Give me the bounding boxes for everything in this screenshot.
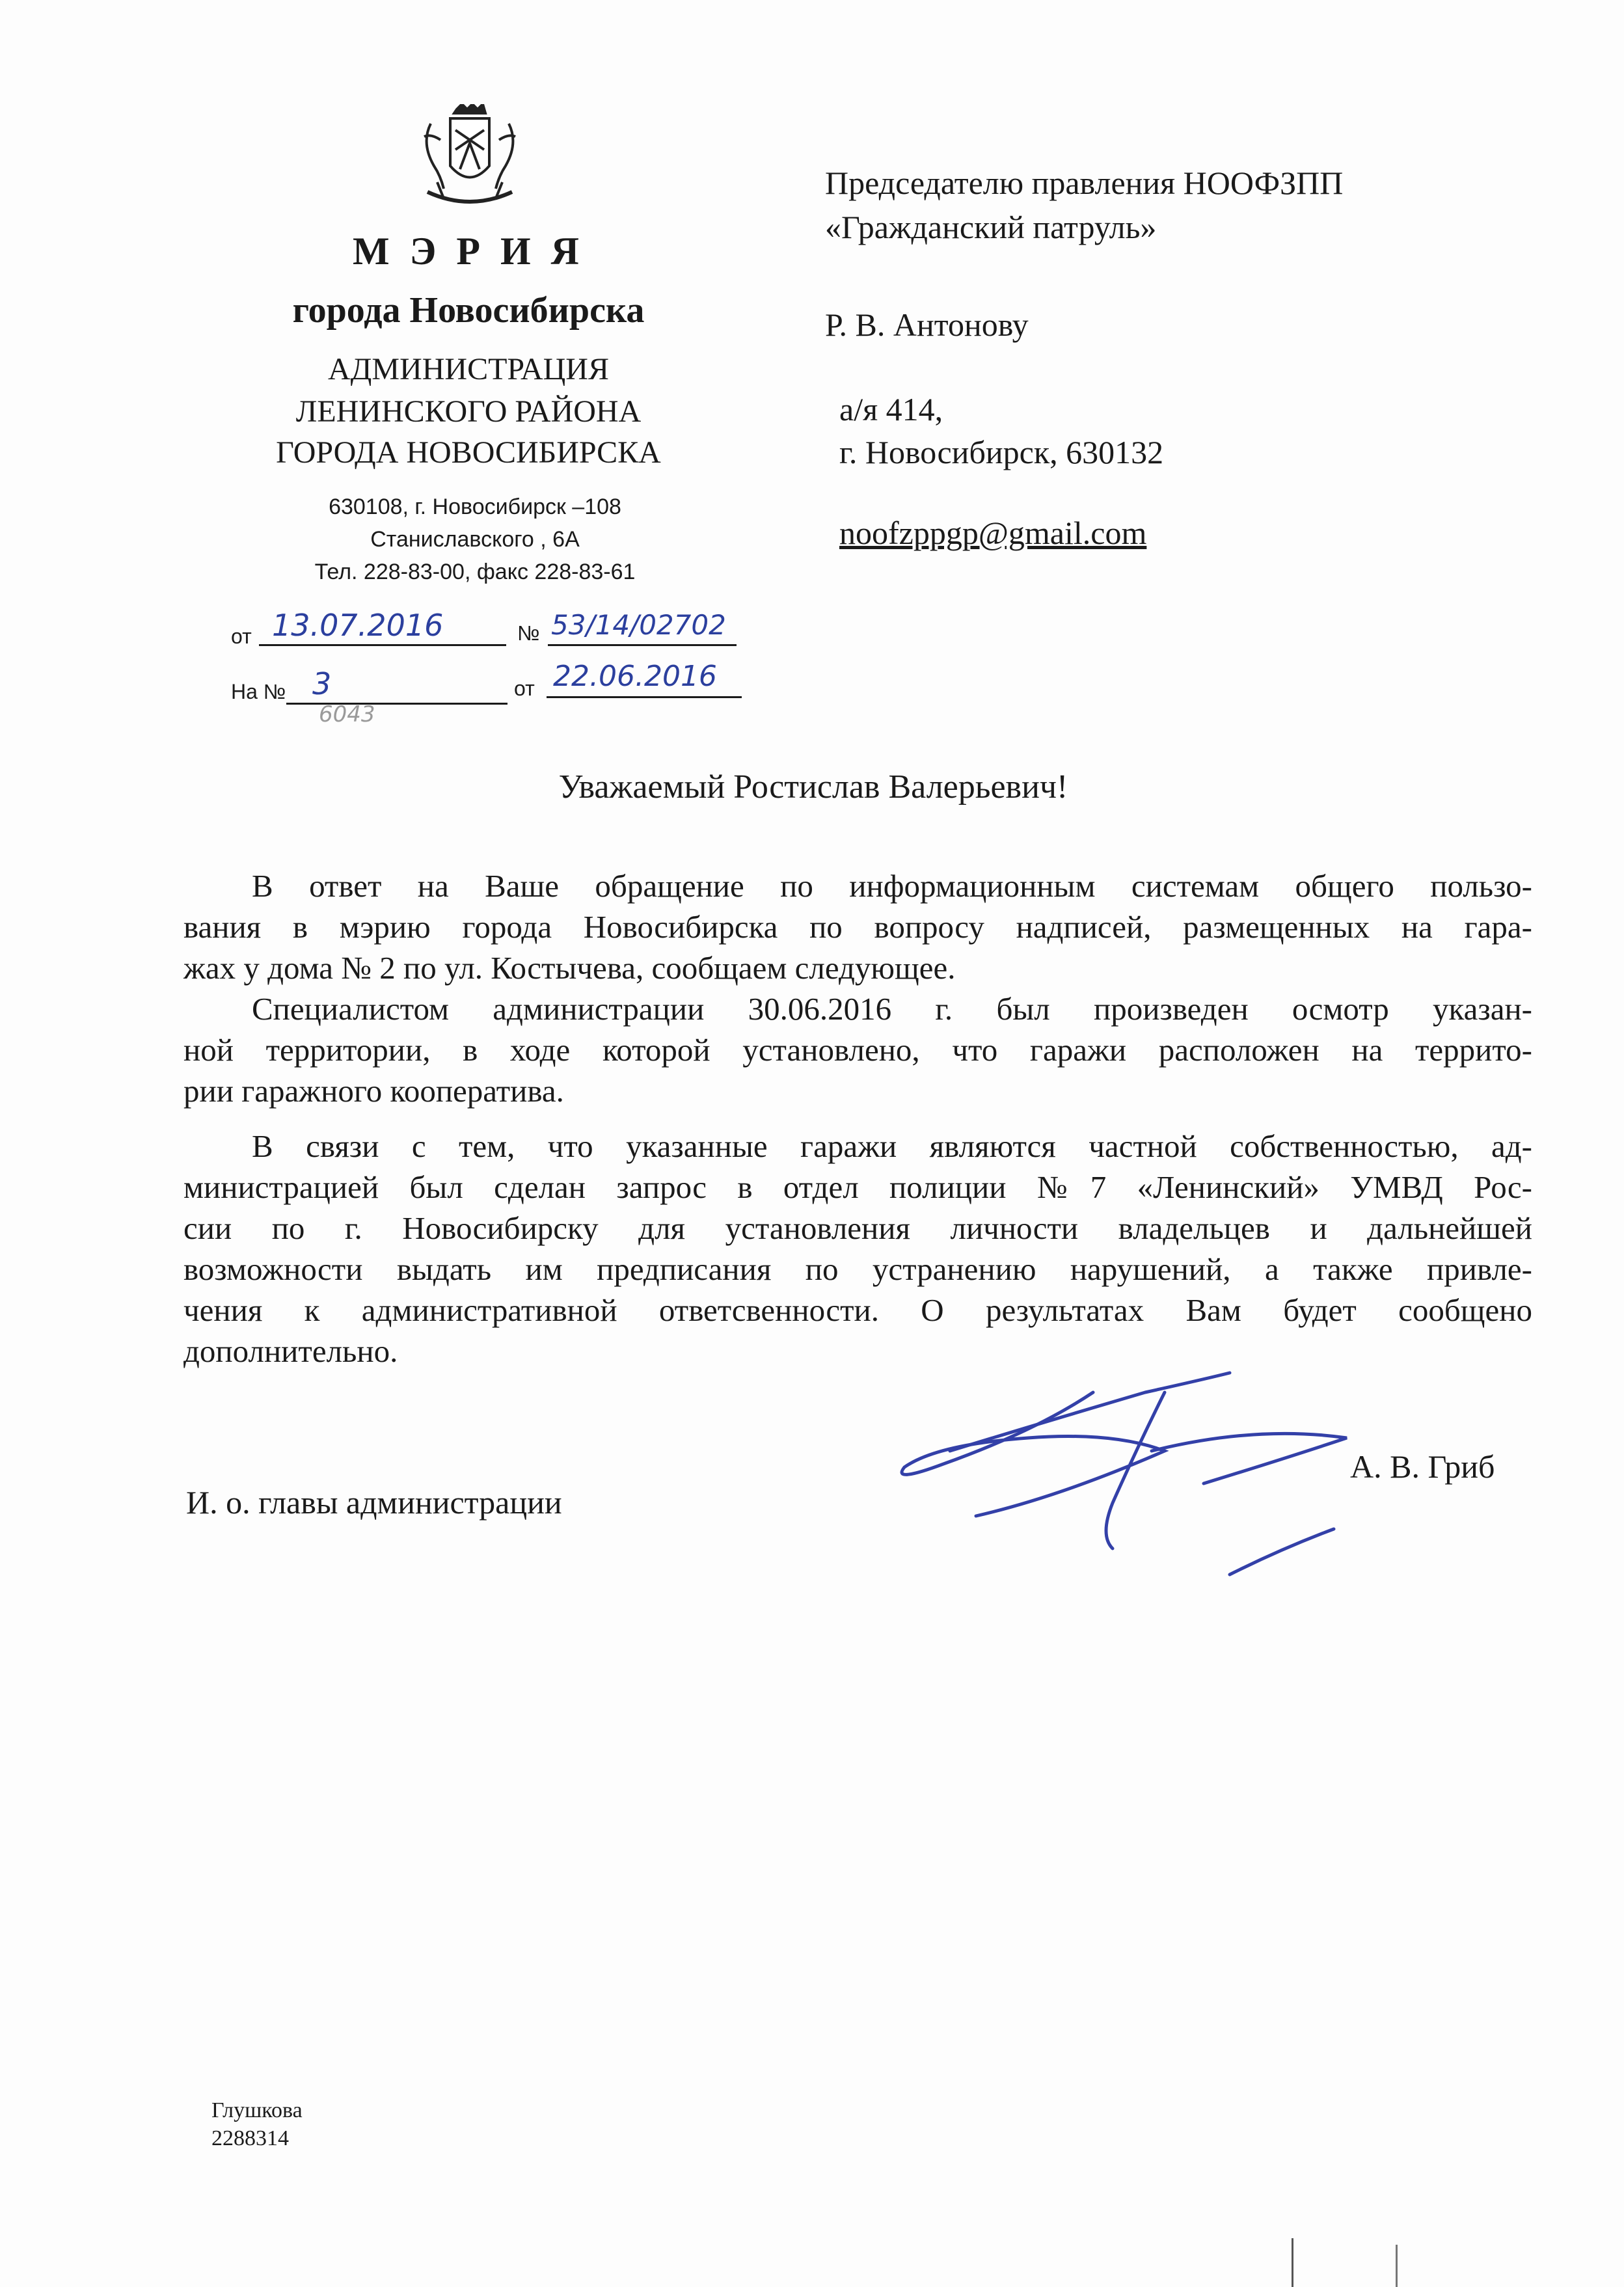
p1-line2: вания в мэрию города Новосибирска по вопросу надписей, размещенных на гара-: [183, 909, 1532, 945]
in-reply-date-field: [547, 660, 742, 698]
p1-line1: В ответ на Ваше обращение по информационным системам общего пользо-: [252, 868, 1532, 904]
p2-line1: Специалистом администрации 30.06.2016 г. был произведен осмотр указан-: [252, 991, 1532, 1027]
in-reply-number: 3: [312, 666, 332, 701]
recipient-addr1: а/я 414,: [839, 391, 943, 427]
ref-no-label: №: [517, 621, 540, 645]
p3-line2: министрацией был сделан запрос в отдел полиции №7 «Ленинский» УМВД Рос-: [183, 1169, 1532, 1205]
recipient-line2: «Гражданский патруль»: [825, 209, 1157, 245]
addr-line1: 630108, г. Новосибирск –108: [329, 494, 621, 519]
addr-line3: Тел. 228-83-00, факс 228-83-61: [314, 560, 636, 584]
p3-line4: возможности выдать им предписания по устранению нарушений, а также привле-: [183, 1251, 1532, 1287]
ref-number-field: [548, 609, 737, 646]
recipient-addr2: г. Новосибирск, 630132: [839, 434, 1164, 470]
addr-line2: Станиславского , 6А: [370, 527, 580, 552]
recipient-line1: Председателю правления НООФЗПП: [825, 165, 1344, 201]
in-reply-label: На №: [231, 680, 286, 703]
signatory-position: И. о. главы администрации: [186, 1484, 562, 1521]
letterhead-city: города Новосибирска: [292, 290, 645, 331]
p3-line6: дополнительно.: [183, 1333, 398, 1369]
in-reply-note: 6043: [319, 701, 375, 727]
p1-line3: жах у дома № 2 по ул. Костычева, сообщаем следующее.: [183, 950, 956, 986]
ref-from-label: от: [231, 625, 252, 648]
p3-line3: сии по г. Новосибирску для установления личности владельцев и дальнейшей: [183, 1210, 1532, 1246]
p3-line5: чения к административной ответсвенности. О результатах Вам будет сообщено: [183, 1292, 1532, 1328]
in-reply-date: 22.06.2016: [553, 660, 717, 693]
executor-phone: 2288314: [211, 2126, 289, 2150]
ref-date: 13.07.2016: [272, 608, 444, 643]
executor-name: Глушкова: [211, 2098, 303, 2122]
scan-edge-mark: [1396, 2245, 1398, 2287]
coat-of-arms-emblem: [405, 104, 535, 215]
in-reply-from-label: от: [514, 677, 535, 700]
in-reply-number-field: [286, 666, 508, 705]
salutation: Уважаемый Ростислав Валерьевич!: [558, 768, 1068, 805]
dept-line1: АДМИНИСТРАЦИЯ: [328, 352, 609, 386]
handwritten-signature: [865, 1353, 1386, 1588]
letterhead-title: М Э Р И Я: [353, 230, 584, 273]
dept-line3: ГОРОДА НОВОСИБИРСКА: [276, 435, 661, 470]
ref-date-field: [259, 608, 506, 646]
ref-number: 53/14/02702: [551, 609, 726, 641]
dept-line2: ЛЕНИНСКОГО РАЙОНА: [295, 394, 642, 429]
recipient-email[interactable]: noofzppgp@gmail.com: [839, 515, 1147, 551]
recipient-name: Р. В. Антонову: [825, 306, 1029, 343]
p3-line1: В связи с тем, что указанные гаражи являются частной собственностью, ад-: [252, 1128, 1532, 1164]
p2-line2: ной территории, в ходе которой установлено, что гаражи расположен на террито-: [183, 1032, 1532, 1068]
signatory-name: А. В. Гриб: [1350, 1448, 1495, 1485]
scan-edge-mark: [1292, 2238, 1293, 2287]
p2-line3: рии гаражного кооператива.: [183, 1073, 564, 1109]
